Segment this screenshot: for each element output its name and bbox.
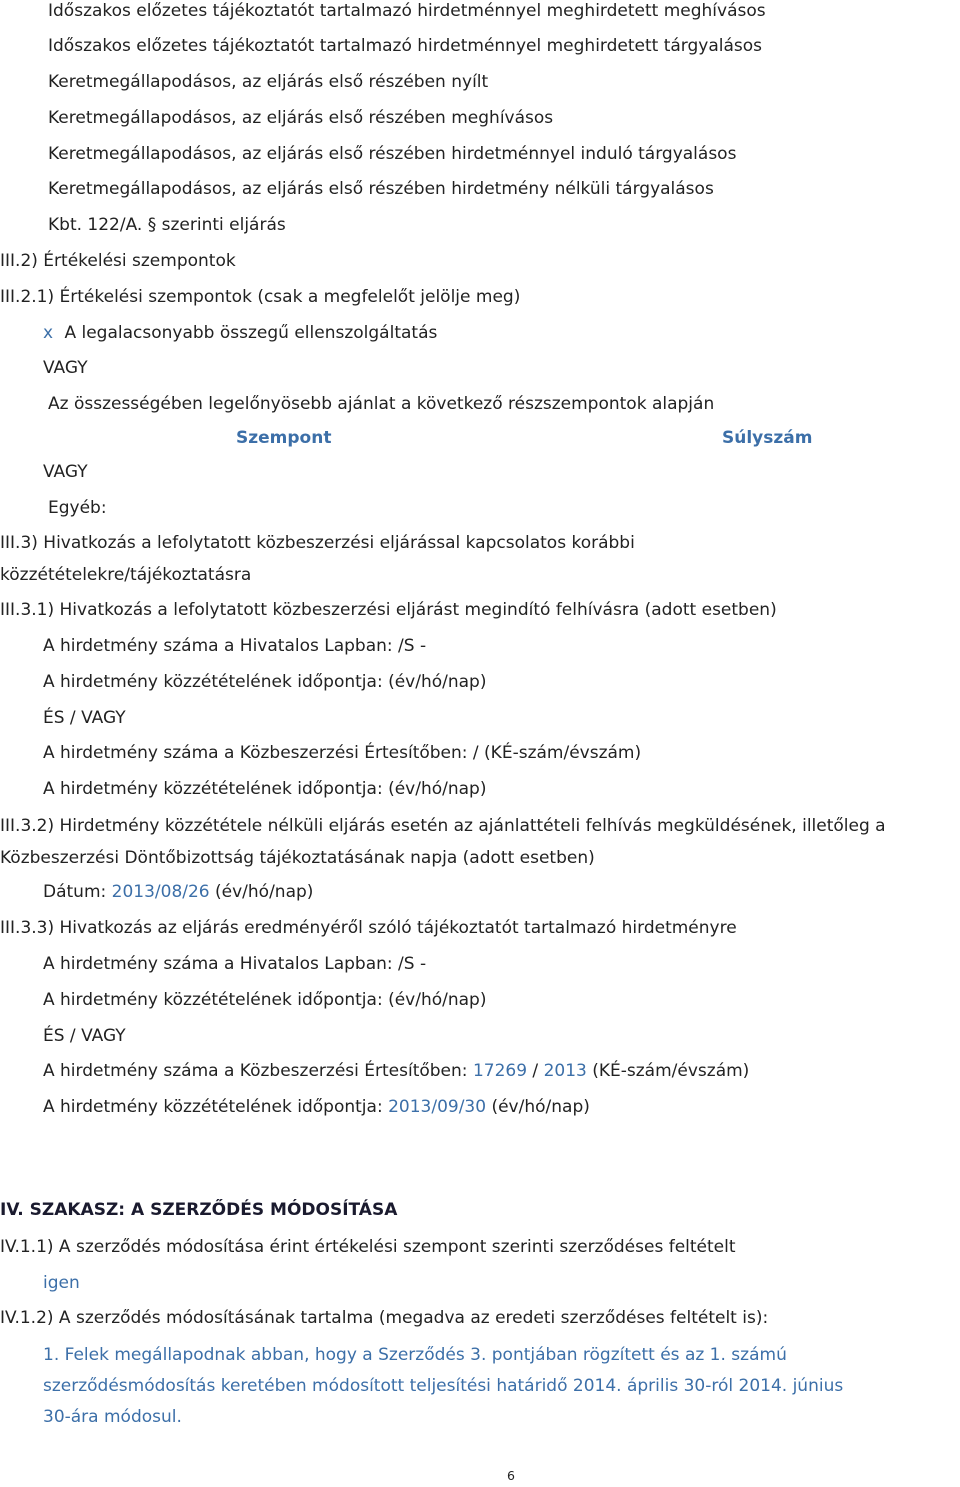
ke-year-value: 2013 (543, 1061, 587, 1081)
section-4-1-2-question: IV.1.2) A szerződés módosításának tartalma (megadva az eredeti szerződéses feltételt is): (0, 1308, 769, 1328)
section-3-2-1-heading: III.2.1) Értékelési szempontok (csak a megfelelőt jelölje meg) (0, 287, 521, 307)
or-separator: VAGY (43, 462, 88, 482)
or-separator: VAGY (43, 358, 88, 378)
option-lowest-price (43, 322, 437, 344)
procedure-type-6: Keretmegállapodásos, az eljárás első részében hirdetmény nélküli tárgyalásos (48, 179, 714, 199)
result-oj-publication-date: A hirdetmény közzétételének időpontja: (év/hó/nap) (43, 990, 487, 1010)
and-or-separator: ÉS / VAGY (43, 708, 126, 728)
oj-notice-number: A hirdetmény száma a Hivatalos Lapban: /S - (43, 636, 427, 656)
invitation-date (43, 881, 313, 903)
page-number: 6 (507, 1468, 515, 1483)
date-value: 2013/08/26 (111, 882, 210, 902)
option-other: Egyéb: (48, 498, 107, 518)
ke-notice-number: A hirdetmény száma a Közbeszerzési Értesítőben: / (KÉ-szám/évszám) (43, 743, 642, 763)
option-lowest-price-label: A legalacsonyabb összegű ellenszolgáltatás (64, 323, 438, 343)
publication-date-format: (év/hó/nap) (486, 1097, 590, 1117)
section-3-3-3-heading: III.3.3) Hivatkozás az eljárás eredményéről szóló tájékoztatót tartalmazó hirdetményre (0, 918, 737, 938)
weight-column-header: Súlyszám (722, 428, 813, 448)
section-3-3-2-heading-cont: Közbeszerzési Döntőbizottság tájékoztatásának napja (adott esetben) (0, 848, 595, 868)
ke-publication-date: A hirdetmény közzétételének időpontja: (év/hó/nap) (43, 779, 487, 799)
modification-text-line-2: szerződésmódosítás keretében módosított teljesítési határidő 2014. április 30-ról 2014. június (43, 1376, 844, 1396)
ke-number-value: 17269 (472, 1061, 528, 1081)
publication-date-label: A hirdetmény közzétételének időpontja: (43, 1097, 389, 1117)
procedure-type-3: Keretmegállapodásos, az eljárás első részében nyílt (48, 72, 489, 92)
option-best-value: Az összességében legelőnyösebb ajánlat a következő részszempontok alapján (48, 394, 715, 414)
procedure-type-4: Keretmegállapodásos, az eljárás első részében meghívásos (48, 108, 554, 128)
section-3-2-heading: III.2) Értékelési szempontok (0, 251, 236, 271)
section-3-3-1-heading: III.3.1) Hivatkozás a lefolytatott közbeszerzési eljárást megindító felhívásra (adott esetben) (0, 600, 777, 620)
result-ke-publication-date (43, 1096, 590, 1118)
procedure-type-7: Kbt. 122/A. § szerinti eljárás (48, 215, 286, 235)
ke-number-label: A hirdetmény száma a Közbeszerzési Értesítőben: (43, 1061, 473, 1081)
section-3-3-heading-cont: közzétételekre/tájékoztatásra (0, 565, 252, 585)
modification-text-line-3: 30-ára módosul. (43, 1407, 182, 1427)
selected-mark: x (43, 323, 54, 343)
section-4-heading: IV. SZAKASZ: A SZERZŐDÉS MÓDOSÍTÁSA (0, 1200, 398, 1220)
ke-number-separator: / (527, 1061, 544, 1081)
procedure-type-1: Időszakos előzetes tájékoztatót tartalmazó hirdetménnyel meghirdetett meghívásos (48, 1, 766, 21)
date-format: (év/hó/nap) (209, 882, 314, 902)
procedure-type-2: Időszakos előzetes tájékoztatót tartalmazó hirdetménnyel meghirdetett tárgyalásos (48, 36, 763, 56)
result-ke-notice-number (43, 1060, 749, 1082)
date-label: Dátum: (43, 882, 112, 902)
procedure-type-5: Keretmegállapodásos, az eljárás első részében hirdetménnyel induló tárgyalásos (48, 144, 737, 164)
result-oj-notice-number: A hirdetmény száma a Hivatalos Lapban: /S - (43, 954, 427, 974)
and-or-separator: ÉS / VAGY (43, 1026, 126, 1046)
oj-publication-date: A hirdetmény közzétételének időpontja: (év/hó/nap) (43, 672, 487, 692)
criterion-column-header: Szempont (236, 428, 332, 448)
publication-date-value: 2013/09/30 (388, 1097, 487, 1117)
section-4-1-1-question: IV.1.1) A szerződés módosítása érint értékelési szempont szerinti szerződéses feltételt (0, 1237, 736, 1257)
section-3-3-heading: III.3) Hivatkozás a lefolytatott közbeszerzési eljárással kapcsolatos korábbi (0, 533, 635, 553)
ke-number-format: (KÉ-szám/évszám) (586, 1061, 750, 1081)
section-4-1-1-answer: igen (43, 1273, 80, 1293)
section-3-3-2-heading: III.3.2) Hirdetmény közzététele nélküli eljárás esetén az ajánlattételi felhívás megküldésének, illetőleg a (0, 816, 886, 836)
modification-text-line-1: 1. Felek megállapodnak abban, hogy a Szerződés 3. pontjában rögzített és az 1. számú (43, 1345, 787, 1365)
